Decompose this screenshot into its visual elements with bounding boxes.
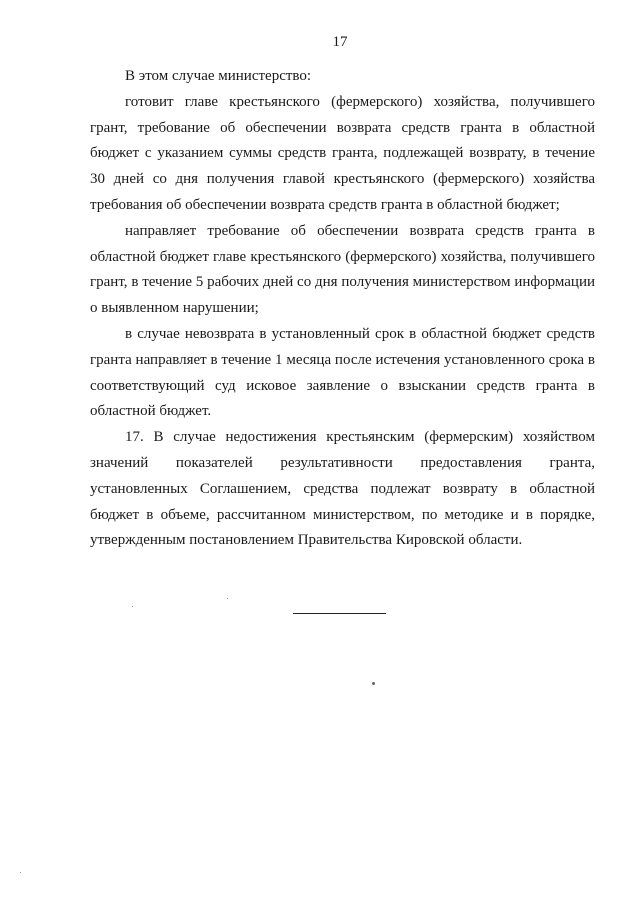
paragraph-lawsuit: в случае невозврата в установленный срок в областной бюджет средств гранта направляет в течение 1 месяца после истечения установленного срока в соответствующий суд исковое заявление о взыскании средств гранта в областной бюджет.: [90, 325, 595, 420]
scan-speck: [132, 606, 133, 607]
paragraph-intro: В этом случае министерство:: [125, 68, 312, 84]
scan-speck: [372, 682, 375, 685]
scan-speck: [227, 598, 228, 599]
scan-speck: [20, 872, 21, 873]
page-number: 17: [332, 34, 348, 50]
document-body: [90, 64, 595, 554]
paragraph-prepares-demand: готовит главе крестьянского (фермерского) хозяйства, получившего грант, требование об обеспечении возврата средств гранта в областной бюджет с указанием суммы средств гранта, подлежащей возврату, в течение 30 дней со дня получения главой крестьянского (фермерского) хозяйства требования об обеспечении возврата средств гранта в областной бюджет;: [90, 93, 595, 213]
paragraph-sends-demand: направляет требование об обеспечении возврата средств гранта в областной бюджет главе крестьянского (фермерского) хозяйства, получившего грант, в течение 5 рабочих дней со дня получения министерством информации о выявленном нарушении;: [90, 222, 595, 317]
end-separator-line: [293, 613, 386, 614]
paragraph-item-17: 17. В случае недостижения крестьянским (фермерским) хозяйством значений показателей результативности предоставления гранта, установленных Соглашением, средства подлежат возврату в областной бюджет в объеме, рассчитанном министерством, по методике и в порядке, утвержденным постановлением Правительства Кировской области.: [90, 429, 595, 549]
